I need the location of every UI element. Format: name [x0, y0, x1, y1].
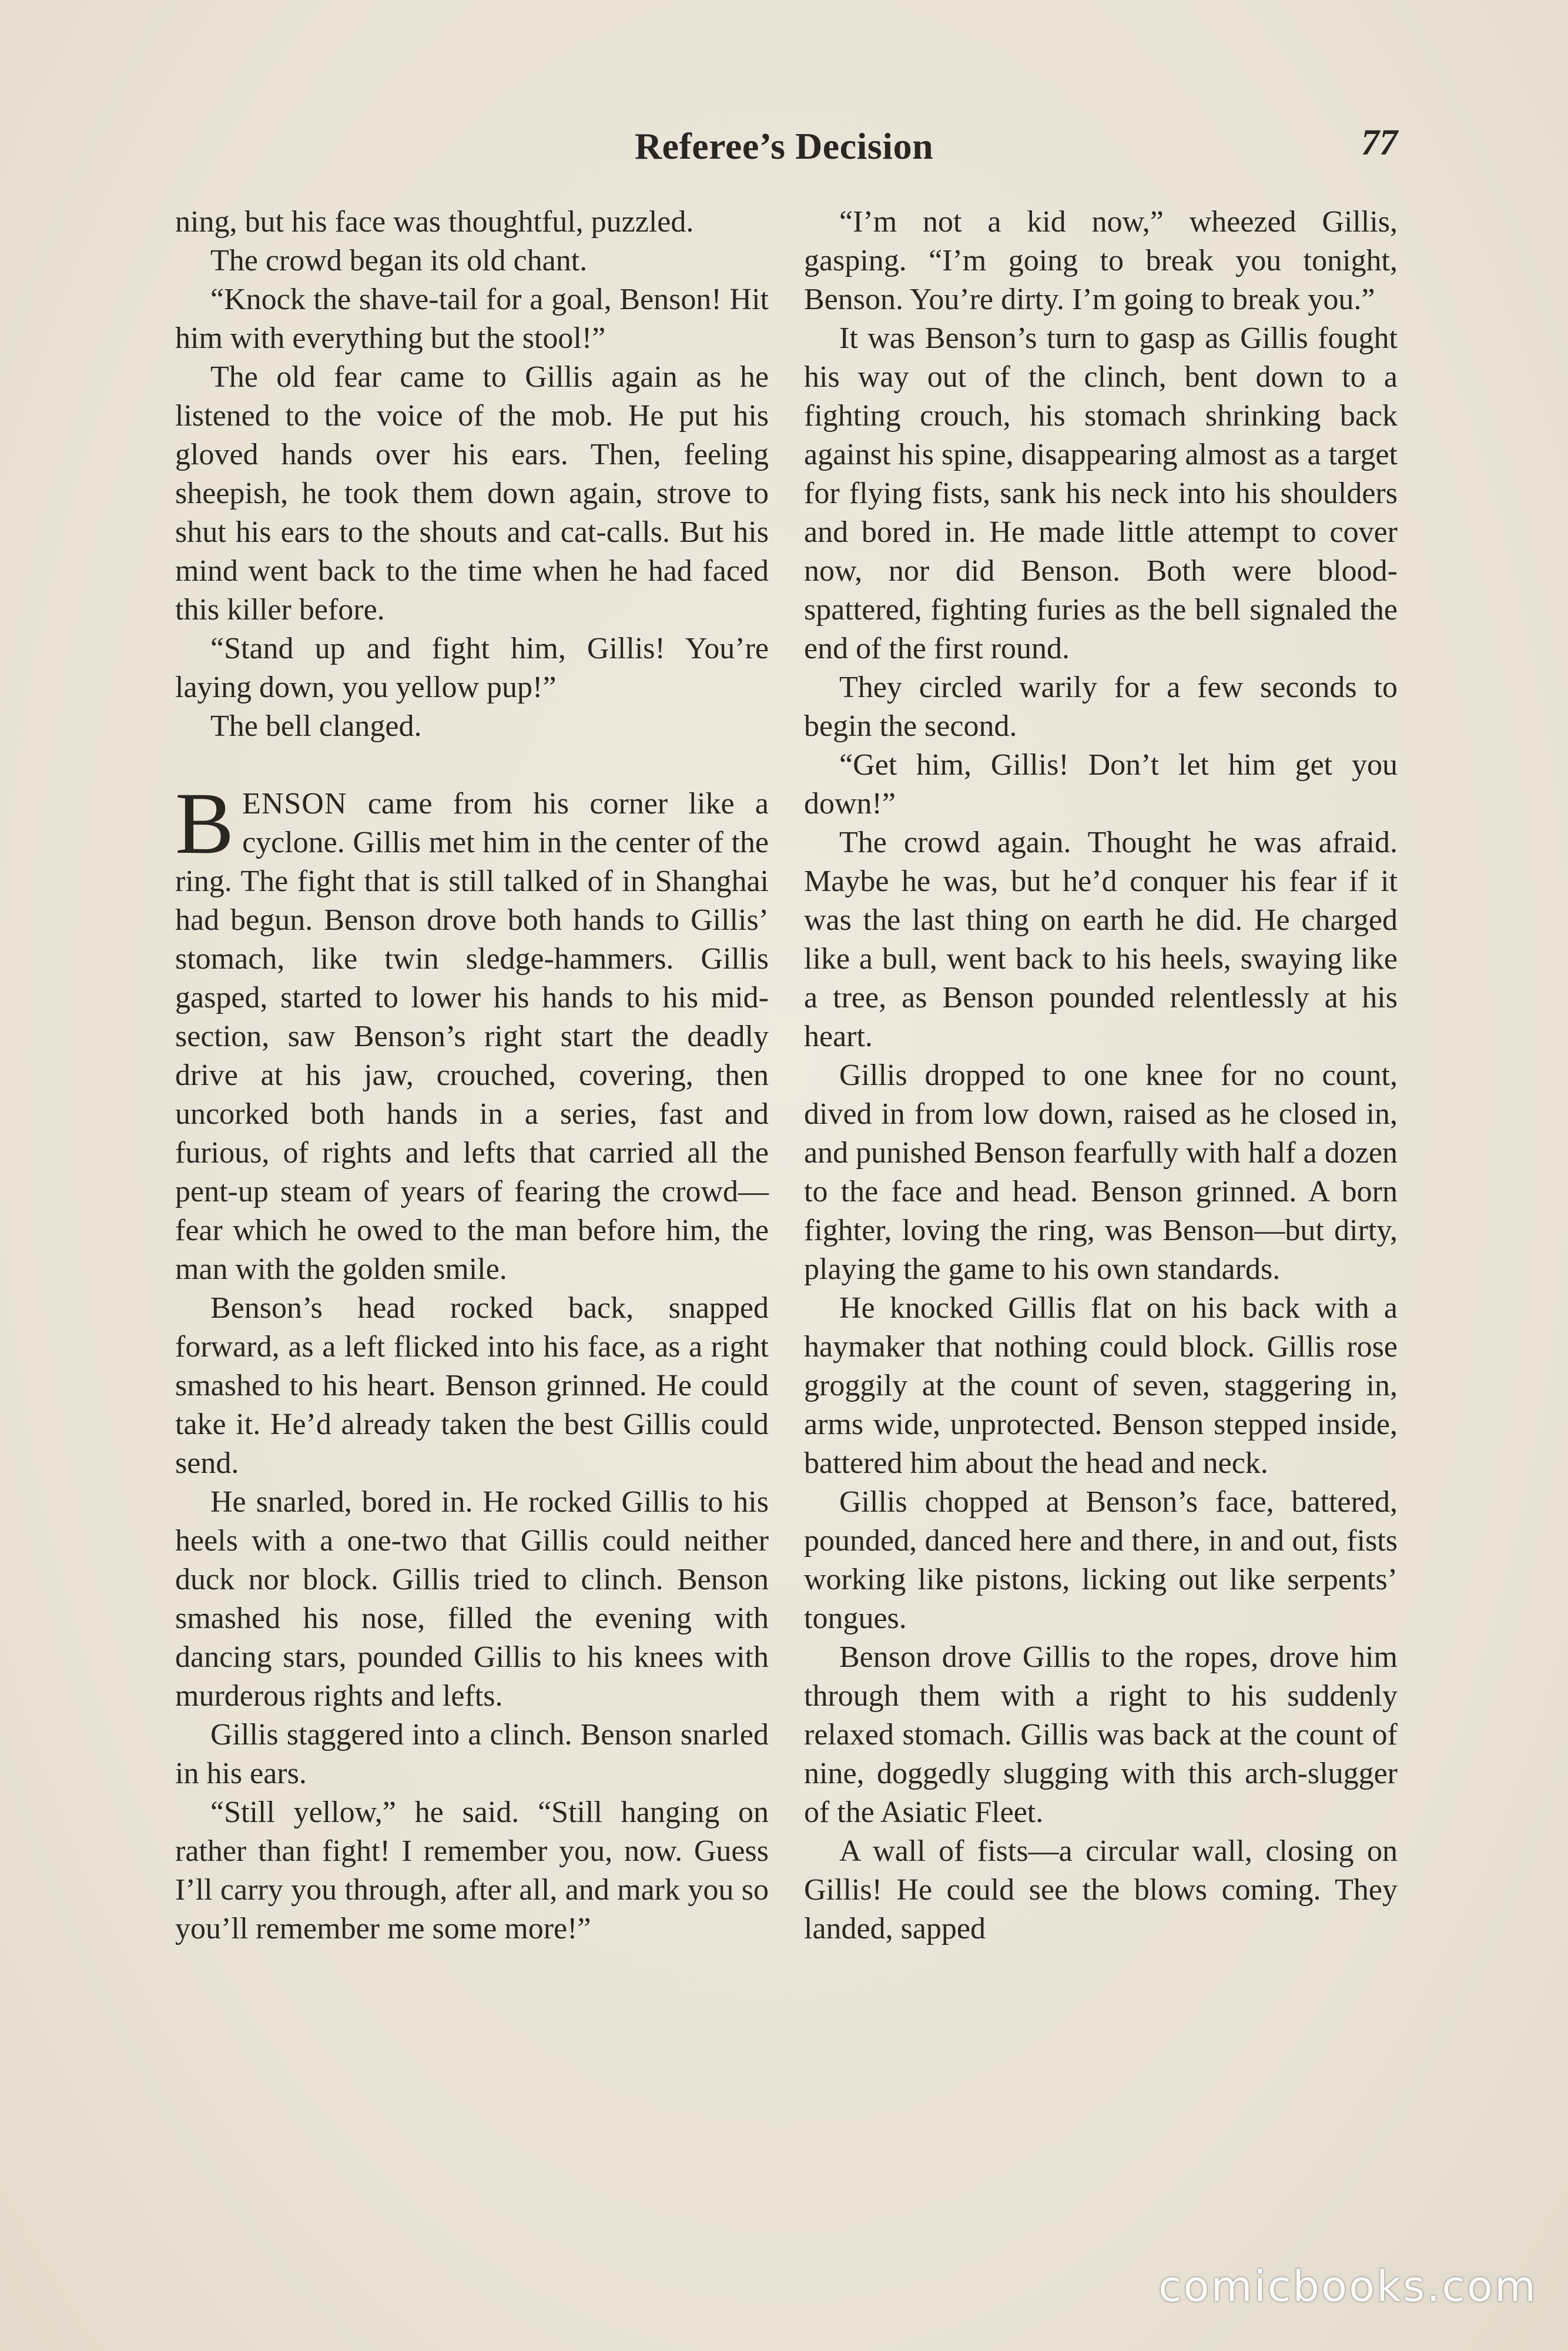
paragraph: The old fear came to Gillis again as he listened to the voice of the mob. He put his gloved hands over his ears. Then, feeling sheepish, he took them down again, strove to shut his ears to the shouts and cat-calls. But his mind went back to the time when he had faced this killer before.: [175, 360, 769, 627]
running-head: [0, 118, 1568, 176]
paragraph: The bell clanged.: [210, 709, 422, 743]
paragraph: Benson’s head rocked back, snapped forward, as a left flicked into his face, as a right smashed to his heart. Benson grinned. He could take it. He’d already taken the best Gillis could send.: [175, 1291, 769, 1480]
right-column: [804, 203, 1398, 1948]
section-opening-paragraph: [175, 775, 769, 1289]
paragraph: ning, but his face was thoughtful, puzzled.: [175, 205, 694, 239]
paragraph: The crowd began its old chant.: [210, 244, 588, 277]
page-title: Referee’s Decision: [634, 125, 934, 167]
paragraph: Gillis dropped to one knee for no count, dived in from low down, raised as he closed in, and punished Benson fearfully with half a dozen to the face and head. Benson grinned. A born fighter, loving the ring, was Benson—but dirty, playing the game to his own standards.: [804, 1059, 1398, 1286]
paragraph: It was Benson’s turn to gasp as Gillis fought his way out of the clinch, bent down to a fighting crouch, his stomach shrinking back against his spine, disappearing almost as a target for flying fists, sank his neck into his shoulders and bored in. He made little attempt to cover now, nor did Benson. Both were blood-spattered, fighting furies as the bell signaled the end of the first round.: [804, 321, 1398, 665]
paragraph: Gillis staggered into a clinch. Benson snarled in his ears.: [175, 1718, 769, 1790]
left-column: [175, 203, 769, 1948]
paragraph: Gillis chopped at Benson’s face, battered, pounded, danced here and there, in and out, fists working like pistons, licking out like serpents’ tongues.: [804, 1485, 1398, 1635]
watermark: comicbooks.com: [1158, 2262, 1537, 2311]
page-number: 77: [1361, 123, 1398, 163]
paragraph: “Stand up and fight him, Gillis! You’re laying down, you yellow pup!”: [175, 632, 769, 704]
small-caps-lead: ENSON: [242, 787, 347, 820]
paragraph: A wall of fists—a circular wall, closing on Gillis! He could see the blows coming. They landed, sapped: [804, 1834, 1398, 1945]
paragraph: “Get him, Gillis! Don’t let him get you down!”: [804, 748, 1398, 820]
drop-cap: B: [175, 775, 234, 872]
paragraph: They circled warily for a few seconds to begin the second.: [804, 671, 1398, 743]
paragraph: Benson drove Gillis to the ropes, drove him through them with a right to his suddenly relaxed stomach. Gillis was back at the count of nine, doggedly slugging with this arch-slugger of the Asiatic Fleet.: [804, 1640, 1398, 1829]
paragraph: “Knock the shave-tail for a goal, Benson! Hit him with everything but the stool!”: [175, 283, 769, 355]
paragraph-text: came from his corner like a cyclone. Gillis met him in the center of the ring. The fight that is still talked of in Shanghai had begun. Benson drove both hands to Gillis’ stomach, like twin sledge-hammers. Gillis gasped, started to lower his hands to his mid-section, saw Benson’s right start the deadly drive at his jaw, crouched, covering, then uncorked both hands in a series, fast and furious, of rights and lefts that carried all the pent-up steam of years of fearing the crowd—fear which he owed to the man before him, the man with the golden smile.: [175, 787, 769, 1286]
paragraph: “Still yellow,” he said. “Still hanging on rather than fight! I remember you, now. Guess I’ll carry you through, after all, and mark you so you’ll remember me some more!”: [175, 1796, 769, 1945]
paragraph: “I’m not a kid now,” wheezed Gillis, gasping. “I’m going to break you tonight, Benson. You’re dirty. I’m going to break you.”: [804, 205, 1398, 316]
paragraph: He knocked Gillis flat on his back with a haymaker that nothing could block. Gillis rose groggily at the count of seven, staggering in, arms wide, unprotected. Benson stepped inside, battered him about the head and neck.: [804, 1291, 1398, 1480]
paragraph: The crowd again. Thought he was afraid. Maybe he was, but he’d conquer his fear if it was the last thing on earth he did. He charged like a bull, went back to his heels, swaying like a tree, as Benson pounded relentlessly at his heart.: [804, 826, 1398, 1053]
paragraph: He snarled, bored in. He rocked Gillis to his heels with a one-two that Gillis could neither duck nor block. Gillis tried to clinch. Benson smashed his nose, filled the evening with dancing stars, pounded Gillis to his knees with murderous rights and lefts.: [175, 1485, 769, 1713]
